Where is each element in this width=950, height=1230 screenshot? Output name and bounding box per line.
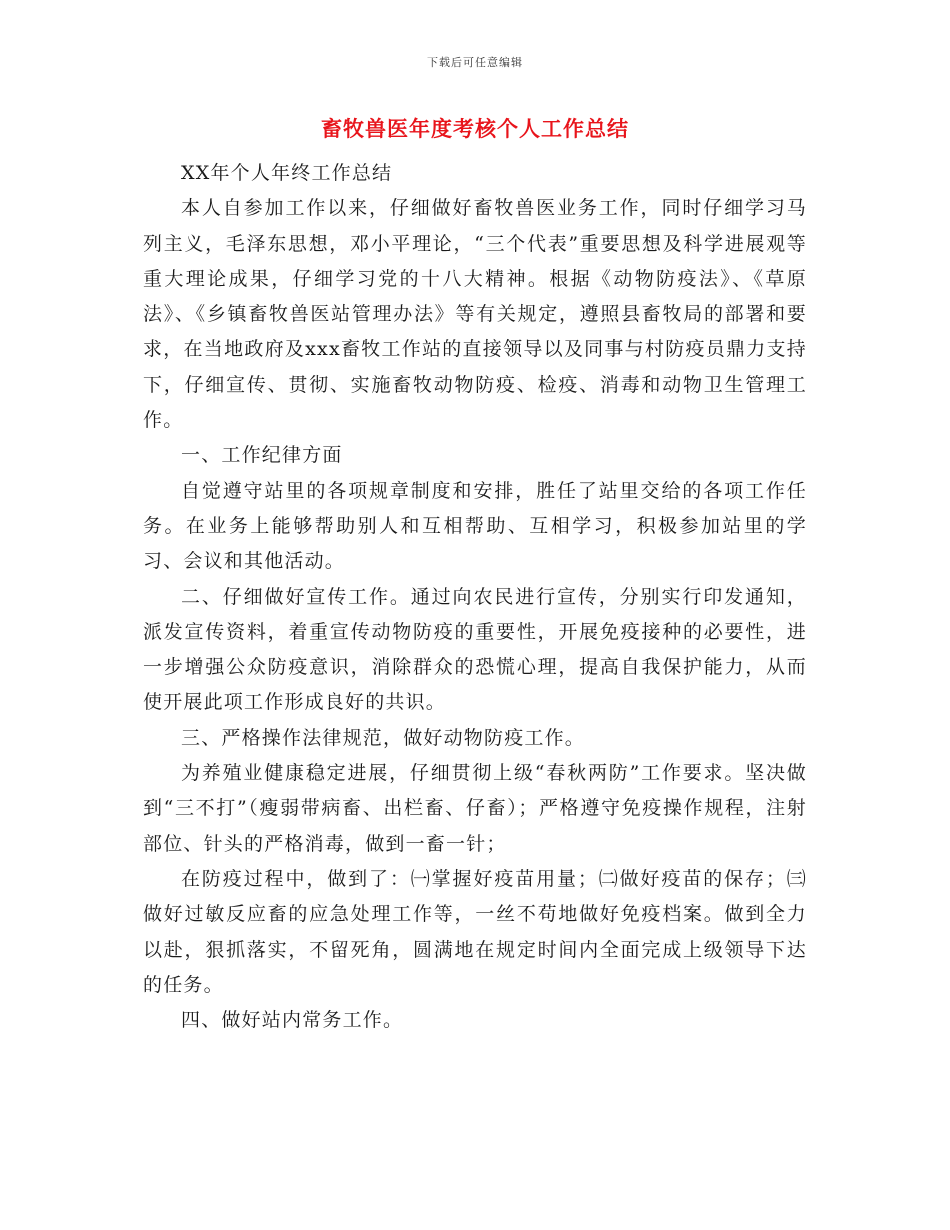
section-heading-2: 二、仔细做好宣传工作。通过向农民进行宣传，分别实行印发通知，派发宣传资料，着重宣传动物防疫的重要性，开展免疫接种的必要性，进一步增强公众防疫意识，消除群众的恐慌心理，提高自我保护能力，从而使开展此项工作形成良好的共识。 — [143, 585, 807, 714]
intro-paragraph: 本人自参加工作以来，仔细做好畜牧兽医业务工作，同时仔细学习马列主义，毛泽东思想，邓小平理论，“三个代表”重要思想及科学进展观等重大理论成果，仔细学习党的十八大精神。根据《动物防疫法》、《草原法》、《乡镇畜牧兽医站管理办法》等有关规定，遵照县畜牧局的部署和要求，在当地政府及xxx畜牧工作站的直接领导以及同事与村防疫员鼎力支持下，仔细宣传、贯彻、实施畜牧动物防疫、检疫、消毒和动物卫生管理工作。 — [143, 197, 807, 432]
section-heading-3: 三、严格操作法律规范，做好动物防疫工作。 — [181, 726, 586, 749]
body-paragraph: 自觉遵守站里的各项规章制度和安排，胜任了站里交给的各项工作任务。在业务上能够帮助别人和互相帮助、互相学习，积极参加站里的学习、会议和其他活动。 — [143, 479, 807, 573]
header-note: 下载后可任意编辑 — [427, 56, 523, 69]
subtitle-paragraph: XX年个人年终工作总结 — [181, 162, 393, 184]
document-body — [143, 156, 807, 1038]
document-title: 畜牧兽医年度考核个人工作总结 — [321, 116, 629, 141]
body-paragraph: 在防疫过程中，做到了：㈠掌握好疫苗用量；㈡做好疫苗的保存；㈢做好过敏反应畜的应急处理工作等，一丝不苟地做好免疫档案。做到全力以赴，狠抓落实，不留死角，圆满地在规定时间内全面完成上级领导下达的任务。 — [143, 867, 807, 996]
section-heading-1: 一、工作纪律方面 — [181, 444, 343, 467]
body-paragraph: 为养殖业健康稳定进展，仔细贯彻上级“春秋两防”工作要求。坚决做到“三不打”（瘦弱带病畜、出栏畜、仔畜）；严格遵守免疫操作规程，注射部位、针头的严格消毒，做到一畜一针； — [143, 762, 807, 855]
section-heading-4: 四、做好站内常务工作。 — [181, 1009, 404, 1032]
